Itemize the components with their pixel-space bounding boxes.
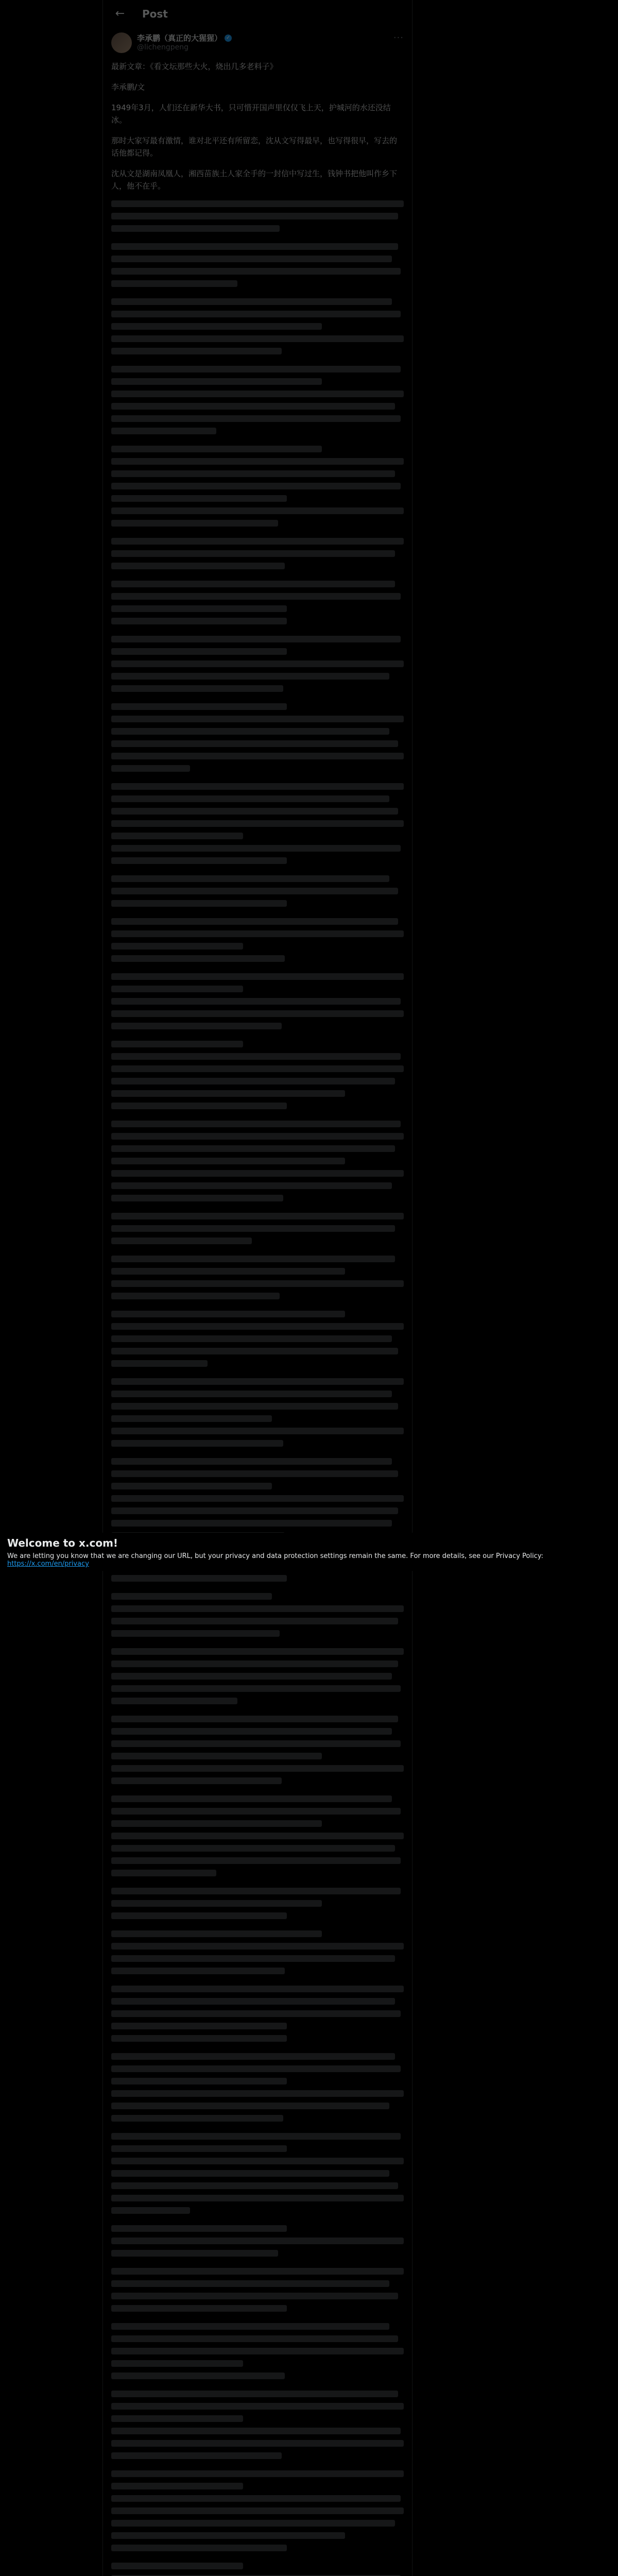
banner-message: We are letting you know that we are changing our URL, but your privacy and data protection settings remain the same. For more details, see our Privacy Policy:: [7, 1552, 543, 1560]
privacy-policy-link[interactable]: https://x.com/en/privacy: [7, 1560, 89, 1568]
banner-title: Welcome to x.com!: [7, 1537, 118, 1549]
welcome-banner: [0, 1533, 618, 1571]
banner-text: [7, 1552, 611, 1568]
